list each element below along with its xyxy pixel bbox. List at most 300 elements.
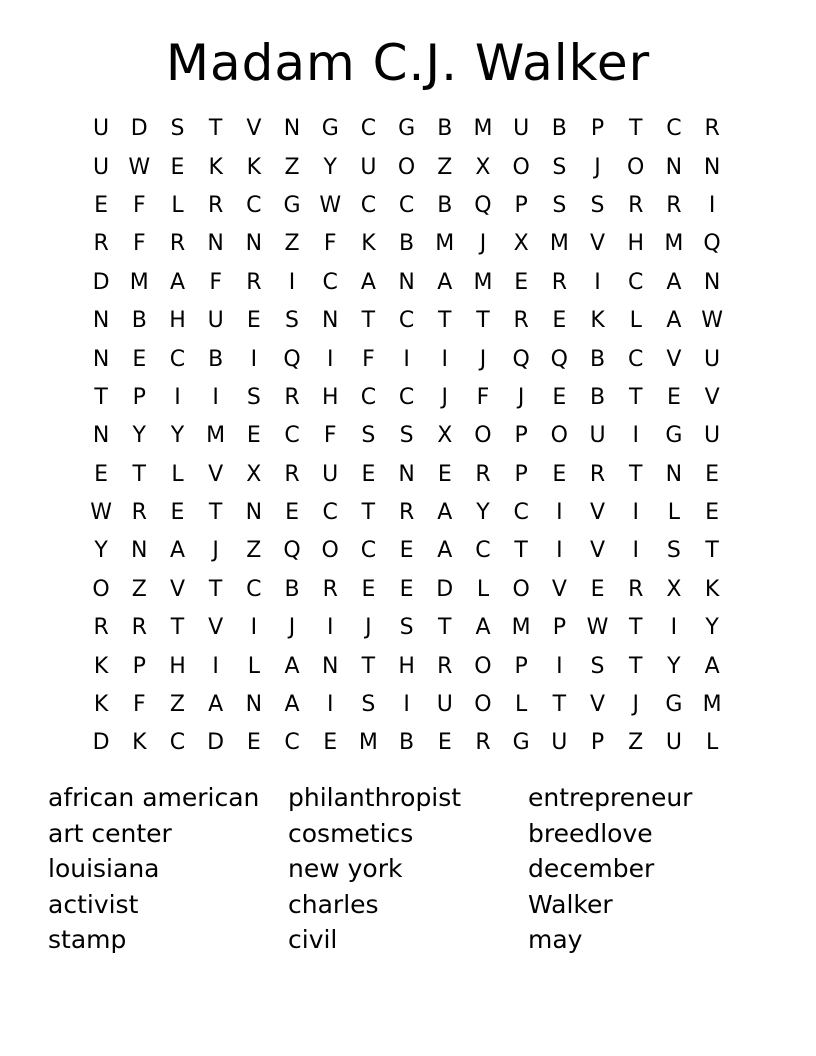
grid-letter: I [670, 615, 678, 641]
grid-row [82, 264, 731, 302]
grid-letter: F [362, 346, 375, 372]
grid-letter: N [703, 269, 721, 295]
word-list [48, 780, 768, 958]
grid-letter: Q [283, 538, 301, 564]
grid-letter: S [399, 423, 414, 449]
grid-letter: I [326, 692, 334, 718]
grid-letter: A [208, 692, 224, 718]
grid-letter: R [551, 269, 567, 295]
grid-letter: P [132, 653, 146, 679]
grid-letter: C [666, 116, 682, 142]
grid-letter: R [475, 730, 491, 756]
grid-letter: Y [170, 423, 185, 449]
grid-row [82, 494, 731, 532]
grid-letter: T [552, 692, 567, 718]
letter-grid [82, 110, 731, 763]
grid-letter: V [590, 538, 606, 564]
grid-row [82, 340, 731, 378]
word-item: breedlove [528, 818, 653, 848]
grid-letter: Y [476, 500, 490, 526]
grid-letter: H [321, 384, 339, 410]
grid-letter: X [437, 423, 453, 449]
grid-letter: P [552, 615, 566, 641]
grid-letter: T [438, 615, 452, 641]
grid-letter: N [207, 231, 224, 257]
grid-letter: C [398, 308, 415, 334]
grid-letter: S [170, 116, 185, 142]
grid-letter: N [245, 500, 263, 526]
grid-letter: F [323, 423, 337, 449]
grid-letter: D [436, 576, 454, 602]
grid-row [82, 532, 731, 570]
grid-letter: R [93, 615, 109, 641]
grid-letter: U [704, 423, 721, 449]
grid-letter: R [589, 461, 606, 487]
grid-letter: L [247, 653, 260, 679]
grid-letter: N [703, 154, 721, 180]
grid-letter: T [628, 615, 643, 641]
grid-letter: S [552, 192, 567, 218]
word-item: Walker [528, 889, 613, 919]
word-item: entrepreneur [528, 783, 693, 812]
grid-letter: T [132, 461, 146, 487]
grid-letter: O [512, 154, 530, 180]
grid-letter: N [398, 461, 415, 487]
grid-letter: F [323, 231, 337, 257]
page-title: Madam C.J. Walker [165, 34, 651, 92]
grid-letter: U [93, 116, 110, 142]
grid-letter: I [212, 384, 219, 410]
grid-letter: C [322, 500, 338, 526]
grid-letter: C [284, 730, 300, 756]
grid-letter: X [666, 576, 682, 602]
grid-letter: U [513, 116, 530, 142]
grid-letter: E [666, 384, 681, 410]
grid-letter: I [708, 192, 716, 218]
word-item: art center [48, 818, 172, 848]
grid-letter: N [131, 538, 148, 564]
grid-letter: C [322, 269, 338, 295]
grid-letter: Y [667, 653, 681, 679]
grid-letter: V [590, 231, 606, 257]
grid-letter: A [284, 653, 300, 679]
grid-letter: M [549, 231, 569, 257]
word-item: december [528, 854, 655, 884]
grid-row [82, 417, 731, 455]
grid-letter: Z [131, 576, 147, 602]
grid-letter: J [212, 538, 219, 564]
word-item: may [528, 925, 583, 955]
grid-letter: P [590, 730, 605, 756]
grid-letter: H [169, 653, 186, 679]
grid-letter: T [514, 538, 528, 564]
grid-letter: U [665, 730, 682, 756]
grid-letter: T [476, 308, 490, 334]
grid-letter: N [92, 308, 110, 334]
grid-letter: I [288, 269, 296, 295]
grid-letter: P [514, 653, 528, 679]
grid-row [82, 571, 731, 609]
grid-letter: N [283, 116, 301, 142]
grid-letter: T [438, 308, 452, 334]
grid-letter: I [556, 500, 563, 526]
grid-letter: R [704, 116, 720, 142]
grid-letter: F [132, 692, 146, 718]
grid-letter: V [590, 500, 606, 526]
grid-letter: N [665, 461, 683, 487]
grid-letter: Q [703, 231, 721, 257]
grid-letter: J [517, 384, 525, 410]
grid-letter: A [666, 269, 682, 295]
word-item: new york [288, 854, 403, 884]
grid-letter: E [94, 192, 109, 218]
grid-letter: E [323, 730, 338, 756]
grid-letter: A [169, 538, 185, 564]
grid-letter: L [629, 308, 642, 334]
grid-letter: E [246, 730, 261, 756]
grid-letter: M [664, 231, 684, 257]
grid-letter: U [360, 154, 377, 180]
grid-letter: I [403, 346, 410, 372]
grid-letter: T [94, 384, 108, 410]
grid-letter: I [212, 653, 219, 679]
grid-letter: O [474, 653, 492, 679]
word-column [48, 780, 288, 958]
grid-letter: I [556, 653, 563, 679]
grid-letter: E [361, 461, 376, 487]
grid-letter: A [360, 269, 376, 295]
grid-letter: R [93, 231, 109, 257]
grid-letter: X [475, 154, 491, 180]
grid-letter: P [514, 192, 528, 218]
grid-letter: E [170, 154, 185, 180]
grid-letter: K [246, 154, 262, 180]
grid-letter: E [170, 500, 185, 526]
grid-letter: A [284, 692, 300, 718]
grid-letter: V [666, 346, 682, 372]
grid-letter: O [512, 576, 530, 602]
grid-letter: S [246, 384, 261, 410]
grid-letter: F [132, 192, 146, 218]
grid-letter: Q [512, 346, 530, 372]
grid-letter: I [632, 500, 639, 526]
grid-letter: V [208, 615, 224, 641]
word-item: civil [288, 925, 338, 955]
grid-letter: E [246, 308, 261, 334]
grid-letter: C [628, 346, 644, 372]
grid-letter: E [94, 461, 109, 487]
grid-letter: S [399, 615, 414, 641]
grid-letter: W [128, 154, 151, 180]
grid-letter: N [398, 269, 415, 295]
grid-letter: S [590, 192, 605, 218]
grid-letter: Y [323, 154, 337, 180]
grid-row [82, 225, 731, 263]
grid-letter: H [627, 231, 644, 257]
grid-letter: W [90, 500, 112, 526]
grid-letter: C [628, 269, 644, 295]
grid-letter: D [207, 730, 225, 756]
grid-letter: Z [169, 692, 185, 718]
grid-letter: I [441, 346, 449, 372]
grid-letter: E [552, 308, 567, 334]
grid-letter: N [321, 653, 339, 679]
grid-letter: E [132, 346, 147, 372]
grid-letter: U [207, 308, 224, 334]
grid-letter: T [170, 615, 185, 641]
grid-row [82, 379, 731, 417]
grid-row [82, 647, 731, 685]
grid-letter: E [399, 538, 414, 564]
grid-letter: Z [437, 154, 453, 180]
grid-letter: M [511, 615, 531, 641]
grid-letter: A [437, 538, 453, 564]
grid-letter: V [551, 576, 567, 602]
grid-letter: R [475, 461, 491, 487]
grid-letter: B [208, 346, 224, 372]
grid-letter: I [326, 346, 334, 372]
grid-row [82, 110, 731, 148]
grid-letter: E [437, 461, 452, 487]
grid-letter: G [283, 192, 301, 218]
word-item: philanthropist [288, 783, 462, 812]
grid-letter: C [169, 346, 186, 372]
grid-letter: R [284, 384, 300, 410]
word-item: cosmetics [288, 818, 414, 848]
grid-letter: W [701, 308, 723, 334]
grid-letter: B [399, 730, 415, 756]
grid-letter: I [594, 269, 601, 295]
grid-letter: S [285, 308, 300, 334]
grid-letter: E [590, 576, 605, 602]
grid-letter: P [590, 116, 605, 142]
grid-letter: P [514, 461, 528, 487]
word-column [528, 780, 768, 958]
grid-letter: M [206, 423, 226, 449]
grid-letter: Q [550, 346, 568, 372]
grid-letter: F [476, 384, 490, 410]
grid-letter: B [131, 308, 147, 334]
grid-letter: G [398, 116, 416, 142]
grid-letter: J [632, 692, 639, 718]
grid-letter: O [92, 576, 110, 602]
grid-letter: O [397, 154, 416, 180]
grid-row [82, 609, 731, 647]
grid-letter: K [361, 231, 376, 257]
grid-letter: K [208, 154, 223, 180]
grid-letter: O [627, 154, 645, 180]
grid-letter: G [665, 423, 683, 449]
grid-letter: B [589, 346, 606, 372]
grid-letter: T [705, 538, 719, 564]
grid-letter: V [208, 461, 224, 487]
grid-letter: B [437, 192, 453, 218]
grid-letter: G [512, 730, 530, 756]
grid-letter: T [208, 116, 223, 142]
word-item: african american [48, 783, 260, 812]
grid-letter: G [665, 692, 683, 718]
grid-letter: B [284, 576, 300, 602]
grid-letter: T [628, 461, 643, 487]
grid-letter: C [398, 384, 415, 410]
grid-letter: R [628, 192, 644, 218]
grid-letter: T [628, 653, 643, 679]
grid-letter: M [473, 269, 493, 295]
grid-letter: U [322, 461, 339, 487]
grid-letter: P [514, 423, 528, 449]
grid-letter: K [132, 730, 147, 756]
grid-letter: R [131, 615, 147, 641]
grid-letter: B [589, 384, 606, 410]
grid-letter: L [705, 730, 719, 756]
grid-letter: L [476, 576, 490, 602]
word-item: charles [288, 889, 379, 919]
grid-row [82, 302, 731, 340]
grid-letter: A [169, 269, 185, 295]
grid-letter: T [361, 308, 376, 334]
grid-letter: N [245, 692, 263, 718]
grid-letter: J [441, 384, 449, 410]
grid-letter: Z [284, 231, 300, 257]
grid-letter: C [246, 576, 262, 602]
grid-letter: R [169, 231, 186, 257]
grid-letter: Y [94, 538, 108, 564]
grid-letter: R [131, 500, 147, 526]
grid-letter: F [132, 231, 146, 257]
grid-letter: Z [284, 154, 300, 180]
grid-letter: G [321, 116, 339, 142]
grid-letter: U [551, 730, 568, 756]
grid-letter: M [702, 692, 722, 718]
grid-letter: L [515, 692, 528, 718]
grid-letter: C [246, 192, 262, 218]
grid-letter: T [628, 384, 643, 410]
grid-letter: I [250, 346, 258, 372]
grid-letter: E [705, 461, 720, 487]
grid-letter: A [666, 308, 682, 334]
grid-row [82, 724, 731, 762]
grid-letter: V [590, 692, 606, 718]
grid-letter: S [666, 538, 681, 564]
grid-letter: Y [705, 615, 719, 641]
grid-letter: E [437, 730, 452, 756]
grid-row [82, 686, 731, 724]
grid-letter: D [92, 269, 110, 295]
grid-letter: J [479, 231, 487, 257]
grid-letter: R [437, 653, 453, 679]
grid-letter: S [590, 653, 605, 679]
grid-row [82, 187, 731, 225]
grid-letter: M [435, 231, 455, 257]
grid-letter: I [556, 538, 563, 564]
grid-letter: C [284, 423, 300, 449]
grid-letter: Z [628, 730, 644, 756]
grid-letter: E [705, 500, 720, 526]
grid-letter: C [169, 730, 186, 756]
grid-letter: S [361, 423, 376, 449]
grid-letter: C [360, 538, 377, 564]
grid-letter: O [321, 538, 339, 564]
grid-letter: C [475, 538, 491, 564]
grid-letter: D [92, 730, 110, 756]
grid-letter: A [437, 269, 453, 295]
grid-letter: V [246, 116, 262, 142]
grid-letter: O [550, 423, 568, 449]
grid-letter: T [208, 500, 223, 526]
grid-letter: N [92, 346, 110, 372]
grid-letter: U [436, 692, 453, 718]
grid-letter: R [628, 576, 644, 602]
grid-letter: X [513, 231, 529, 257]
grid-letter: C [398, 192, 415, 218]
grid-letter: I [403, 692, 410, 718]
grid-letter: U [704, 346, 721, 372]
grid-letter: M [358, 730, 378, 756]
grid-letter: U [589, 423, 606, 449]
grid-letter: Q [474, 192, 492, 218]
grid-letter: A [437, 500, 453, 526]
grid-letter: R [284, 461, 300, 487]
grid-letter: M [473, 116, 493, 142]
grid-row [82, 456, 731, 494]
grid-letter: I [632, 538, 639, 564]
grid-letter: C [360, 384, 377, 410]
grid-letter: O [474, 423, 492, 449]
grid-letter: C [513, 500, 529, 526]
grid-letter: L [171, 461, 184, 487]
grid-letter: K [93, 692, 109, 718]
grid-letter: S [552, 154, 567, 180]
grid-letter: W [319, 192, 342, 218]
word-item: louisiana [48, 854, 160, 884]
grid-letter: F [209, 269, 222, 295]
grid-letter: V [704, 384, 720, 410]
grid-letter: R [513, 308, 529, 334]
grid-letter: I [326, 615, 334, 641]
grid-letter: Q [283, 346, 301, 372]
grid-row [82, 148, 731, 186]
grid-letter: N [665, 154, 683, 180]
grid-letter: B [551, 116, 567, 142]
grid-letter: K [704, 576, 720, 602]
grid-letter: V [169, 576, 185, 602]
grid-letter: H [398, 653, 415, 679]
grid-letter: A [704, 653, 720, 679]
word-item: activist [48, 889, 139, 919]
grid-letter: E [514, 269, 529, 295]
grid-letter: P [132, 384, 146, 410]
grid-letter: R [666, 192, 682, 218]
grid-letter: C [360, 192, 377, 218]
grid-letter: D [130, 116, 148, 142]
grid-letter: M [129, 269, 149, 295]
grid-letter: T [628, 116, 643, 142]
grid-letter: R [322, 576, 338, 602]
word-column [288, 780, 528, 958]
grid-letter: J [365, 615, 372, 641]
grid-letter: N [245, 231, 263, 257]
grid-letter: A [475, 615, 491, 641]
grid-letter: I [250, 615, 258, 641]
grid-letter: X [246, 461, 262, 487]
grid-letter: B [399, 231, 415, 257]
grid-letter: L [667, 500, 681, 526]
grid-letter: J [594, 154, 601, 180]
grid-letter: K [590, 308, 605, 334]
grid-letter: S [361, 692, 376, 718]
grid-letter: R [208, 192, 224, 218]
grid-letter: L [171, 192, 184, 218]
